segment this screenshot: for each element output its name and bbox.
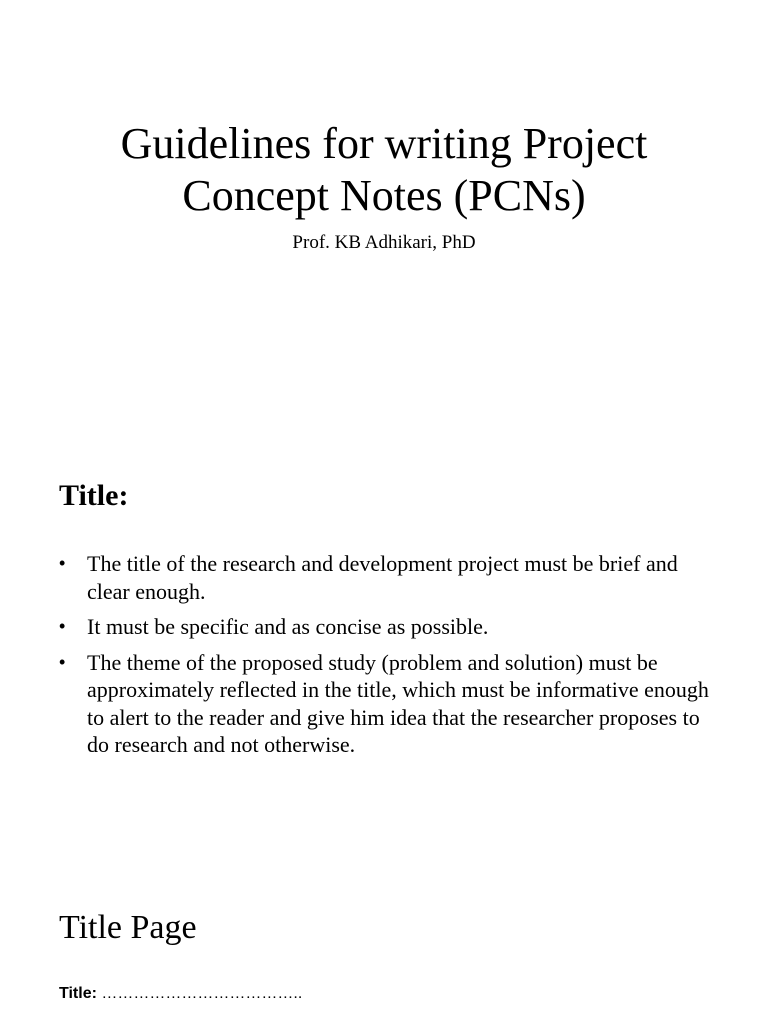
title-page-slide bbox=[0, 880, 768, 1024]
list-item-text: The title of the research and development project must be brief and clear enough. bbox=[87, 551, 678, 604]
list-item bbox=[59, 550, 709, 605]
deck-title bbox=[0, 118, 768, 222]
list-item bbox=[59, 613, 709, 641]
deck-title-line-1: Guidelines for writing Project bbox=[120, 119, 648, 168]
bullet-icon: • bbox=[59, 616, 66, 636]
title-field-label: Title: bbox=[59, 985, 97, 1002]
title-field-placeholder: ……………………………….. bbox=[101, 985, 303, 1002]
page-heading: Title Page bbox=[59, 909, 197, 946]
list-item-text: It must be specific and as concise as possible. bbox=[87, 614, 489, 639]
list-item-text: The theme of the proposed study (problem and solution) must be approximately reflected in the title, which must be informative enough to alert to the reader and give him idea that the researcher proposes to do research and not otherwise. bbox=[87, 649, 709, 757]
title-field bbox=[59, 984, 302, 1004]
author-name: Prof. KB Adhikari, PhD bbox=[292, 232, 476, 253]
section-heading: Title: bbox=[59, 479, 129, 512]
bullet-icon: • bbox=[59, 553, 66, 573]
bullet-icon: • bbox=[59, 651, 66, 672]
list-item bbox=[59, 649, 709, 759]
guideline-list bbox=[59, 550, 709, 767]
deck-title-line-2: Concept Notes (PCNs) bbox=[182, 171, 586, 220]
title-guidelines-slide bbox=[0, 440, 768, 880]
title-slide bbox=[0, 0, 768, 440]
